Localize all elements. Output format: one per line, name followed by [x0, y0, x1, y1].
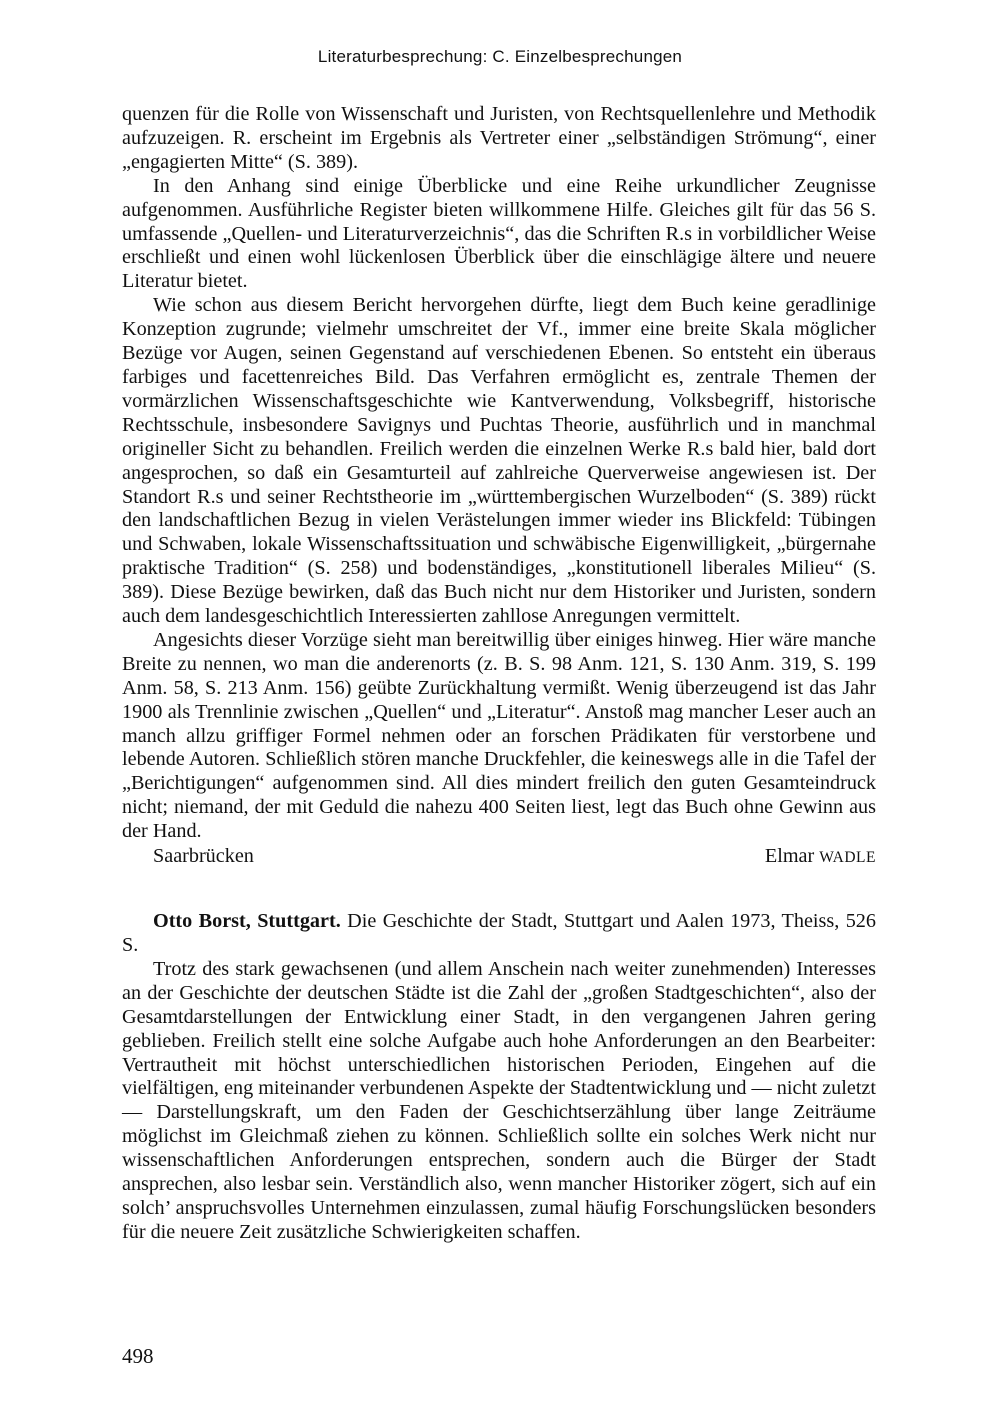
paragraph-continuation: quenzen für die Rolle von Wissenschaft und Juristen, von Rechtsquellenlehre und Methodik aufzuzeigen. R. erscheint im Ergebnis als Vertreter einer „selbständigen Strömung“, einer „engagierten Mitte“ (S. 389). — [122, 103, 876, 173]
book-details: Die Geschichte der Stadt, Stuttgart und Aalen 1973, Theiss, 526 S. — [122, 910, 876, 956]
reviewer-first-name: Elmar — [764, 845, 815, 868]
reviewer-place: Saarbrücken — [153, 845, 254, 868]
book-author: Otto Borst, Stuttgart. — [153, 910, 341, 933]
reviewer-name — [765, 844, 876, 870]
book-citation — [122, 910, 876, 958]
paragraph-criticism: Angesichts dieser Vorzüge sieht man bereitwillig über einiges hinweg. Hier wäre manche Breite zu nennen, wo man die anderenorts (z. B. S. 98 Anm. 121, S. 130 Anm. 319, S. 199 Anm. 58, S. 213 Anm. 156) geübte Zurückhaltung vermißt. Wenig überzeugend ist das Jahr 1900 als Trennlinie zwischen „Quellen“ und „Literatur“. Anstoß mag mancher Leser auch an manch allzu griffiger Formel nehmen oder an forschen Prädikaten für verstorbene und lebende Autoren. Schließlich stören manche Druckfehler, die keineswegs alle in die Tafel der „Berichtigungen“ aufgenommen sind. All dies mindert freilich den guten Gesamteindruck nicht; niemand, der mit Geduld die nahezu 400 Seiten liest, legt das Buch ohne Gewinn aus der Hand. — [122, 628, 876, 843]
paragraph-assessment: Wie schon aus diesem Bericht hervorgehen dürfte, liegt dem Buch keine geradlinige Konzeption zugrunde; vielmehr umschreitet der Vf., immer eine breite Skala möglicher Bezüge vor Augen, seinen Gegenstand auf verschiedenen Ebenen. So entsteht ein überaus farbiges und facettenreiches Bild. Das Verfahren ermöglicht es, zentrale Themen der vormärzlichen Wissenschaftsgeschichte wie Kantverwendung, Volksbegriff, historische Rechtsschule, insbesondere Savignys und Puchtas Theorie, ausführlich und in manchmal origineller Sicht zu behandlen. Freilich werden die einzelnen Werke R.s bald hier, bald dort angesprochen, so daß ein Gesamturteil auf zahlreiche Querverweise angewiesen ist. Der Standort R.s und seiner Rechtstheorie im „württembergischen Wurzelboden“ (S. 389) rückt den landschaftlichen Bezug in vielen Verästelungen immer wieder ins Blickfeld: Tübingen und Schwaben, lokale Wissenschaftssituation und schwäbische Eigenwilligkeit, „bürgernahe praktische Tradition“ (S. 258) und bodenständiges, „konstitutionell liberales Milieu“ (S. 389). Diese Bezüge bewirken, daß das Buch nicht nur dem Historiker und Juristen, sondern auch dem landesgeschichtlich Interessierten zahllose Anregungen vermittelt. — [122, 294, 876, 628]
review-signature — [122, 844, 876, 870]
paragraph-review-intro: Trotz des stark gewachsenen (und allem Anschein nach weiter zunehmenden) Interesses an der Geschichte der deutschen Städte ist die Zahl der „großen Stadtgeschichten“, also der Gesamtdarstellungen der Entwicklung einer Stadt, in den vergangenen Jahren gering geblieben. Freilich stellt eine solche Aufgabe auch hohe Anforderungen an den Bearbeiter: Vertrautheit mit höchst unterschiedlichen historischen Perioden, Eingehen auf die vielfältigen, eng miteinander verbundenen Aspekte der Stadtentwicklung und — nicht zuletzt — Darstellungskraft, um den Faden der Geschichtserzählung über lange Zeiträume möglichst im Gleichmaß ziehen zu können. Schließlich sollte ein solches Werk nicht nur wissenschaftlichen Anforderungen entsprechen, sondern auch die Bürger der Stadt ansprechen, also lesbar sein. Verständlich also, wenn mancher Historiker zögert, sich auf ein solch’ anspruchsvolles Unternehmen einzulassen, zumal häufig Forschungslücken besonders für die neuere Zeit zusätzliche Schwierigkeiten schaffen. — [122, 957, 877, 1243]
review-borst — [122, 910, 876, 1245]
paragraph-appendix: In den Anhang sind einige Überblicke und eine Reihe urkundlicher Zeugnisse aufgenommen. Ausführliche Register bieten willkommene Hilfe. Gleiches gilt für das 56 S. umfassende „Quellen- und Literaturverzeichnis“, das die Schriften R.s in vorbildlicher Weise erschließt und einen wohl lückenlosen Überblick über die einschlägige ältere und neuere Literatur bietet. — [122, 174, 876, 293]
page-number: 498 — [122, 1344, 154, 1368]
page-body — [122, 103, 876, 1245]
running-title: Literaturbesprechung: C. Einzelbesprechungen — [317, 47, 683, 66]
reviewer-last-name: WADLE — [819, 849, 876, 867]
